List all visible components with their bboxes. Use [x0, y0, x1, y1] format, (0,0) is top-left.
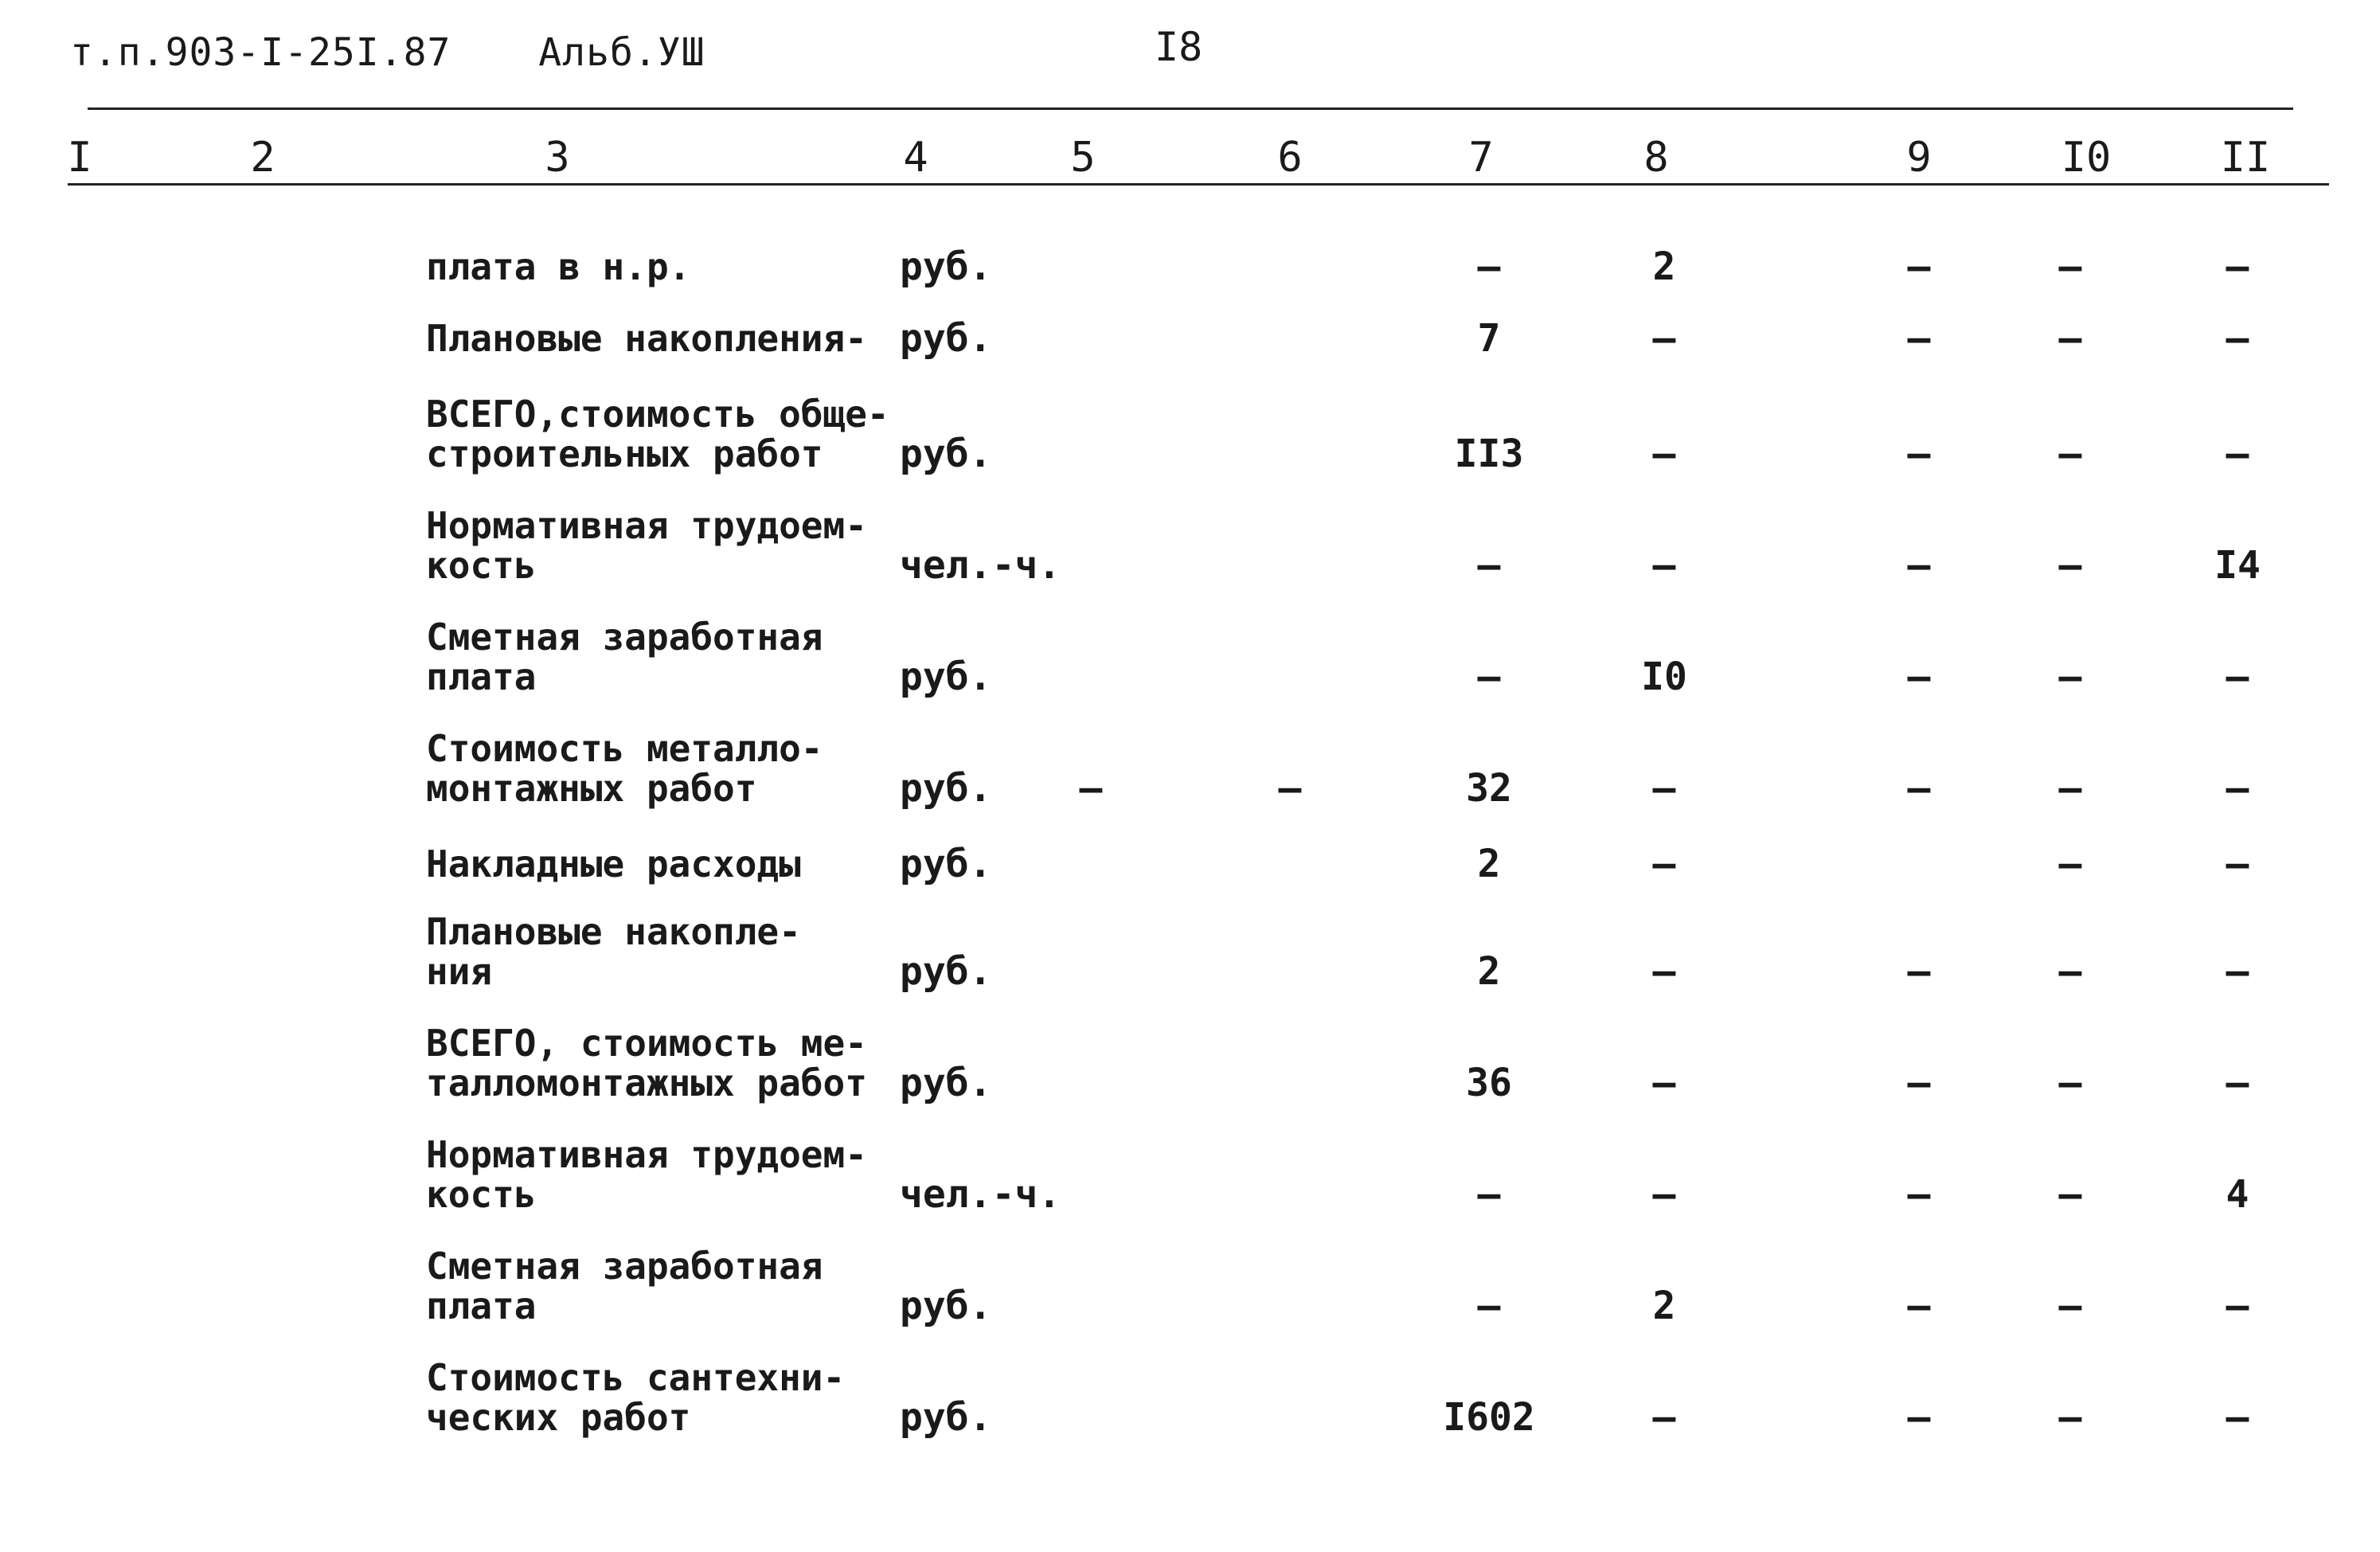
cell-c11: –: [2226, 1061, 2249, 1105]
row-description: [426, 394, 889, 474]
row-description: [426, 319, 867, 358]
cell-c10: –: [2058, 949, 2082, 994]
description-line: талломонтажных работ: [426, 1061, 867, 1104]
description-line: Стоимость металло-: [426, 727, 823, 770]
description-line: плата: [426, 1284, 537, 1327]
column-number-11: II: [2220, 134, 2271, 182]
cell-c9: –: [1907, 316, 1931, 361]
description-line: ВСЕГО, стоимость ме-: [426, 1022, 867, 1065]
cell-c11: 4: [2226, 1172, 2249, 1217]
column-number-9: 9: [1906, 134, 1932, 182]
description-line: Стоимость сантехни-: [426, 1356, 846, 1399]
cell-c8: 2: [1652, 1284, 1676, 1328]
album-label: Альб.УШ: [538, 30, 705, 75]
cell-c9: –: [1907, 1395, 1931, 1440]
row-unit: руб.: [900, 316, 992, 361]
column-number-2: 2: [250, 134, 276, 182]
cell-c9: –: [1907, 432, 1931, 476]
row-description: [426, 729, 823, 808]
description-line: Нормативная трудоем-: [426, 1133, 867, 1176]
description-line: Сметная заработная: [426, 616, 823, 659]
description-line: Плановые накопления-: [426, 317, 867, 360]
cell-c11: –: [2226, 949, 2249, 994]
cell-c8: –: [1652, 766, 1676, 811]
cell-c9: –: [1907, 655, 1931, 699]
row-unit: чел.-ч.: [900, 1172, 1061, 1217]
description-line: кость: [426, 544, 537, 587]
cell-c8: –: [1652, 432, 1676, 476]
cell-c9: –: [1907, 1061, 1931, 1105]
row-unit: руб.: [900, 1284, 992, 1328]
table-header-rule: [68, 183, 2329, 186]
row-unit: руб.: [900, 949, 992, 994]
row-description: [426, 1023, 867, 1103]
description-line: Накладные расходы: [426, 842, 801, 885]
row-description: [426, 1358, 845, 1437]
row-unit: руб.: [900, 1395, 992, 1440]
cell-c8: –: [1652, 842, 1676, 886]
row-unit: руб.: [900, 432, 992, 476]
column-number-5: 5: [1070, 134, 1096, 182]
row-description: [426, 506, 867, 585]
cell-c11: –: [2226, 842, 2249, 886]
cell-c6: –: [1278, 766, 1302, 811]
cell-c7: –: [1477, 1284, 1501, 1328]
cell-c7: 2: [1477, 842, 1501, 886]
row-unit: руб.: [900, 766, 992, 811]
cell-c7: –: [1477, 655, 1501, 699]
cell-c8: –: [1652, 543, 1676, 588]
column-number-6: 6: [1277, 134, 1303, 182]
cell-c7: II3: [1454, 432, 1524, 476]
cell-c7: 7: [1477, 316, 1501, 361]
description-line: Сметная заработная: [426, 1245, 823, 1288]
column-number-10: I0: [2061, 134, 2112, 182]
description-line: ния: [426, 950, 493, 993]
table-top-rule: [88, 108, 2293, 110]
row-description: [426, 1135, 867, 1214]
row-description: [426, 1246, 823, 1326]
cell-c8: –: [1652, 1172, 1676, 1217]
cell-c10: –: [2058, 316, 2082, 361]
description-line: плата в н.р.: [426, 245, 691, 288]
cell-c10: –: [2058, 842, 2082, 886]
cell-c8: 2: [1652, 244, 1676, 289]
column-number-1: I: [67, 134, 92, 182]
cell-c11: –: [2226, 1284, 2249, 1328]
cell-c11: –: [2226, 766, 2249, 811]
row-description: [426, 844, 801, 884]
row-description: [426, 912, 801, 991]
description-line: кость: [426, 1173, 537, 1216]
document-header: [70, 30, 769, 75]
description-line: Плановые накопле-: [426, 910, 801, 953]
cell-c11: –: [2226, 432, 2249, 476]
cell-c10: –: [2058, 655, 2082, 699]
description-line: монтажных работ: [426, 767, 757, 810]
cell-c8: –: [1652, 1395, 1676, 1440]
description-line: плата: [426, 655, 537, 698]
row-unit: руб.: [900, 655, 992, 699]
cell-c7: –: [1477, 1172, 1501, 1217]
cell-c8: –: [1652, 949, 1676, 994]
cell-c7: 36: [1466, 1061, 1512, 1105]
description-line: ВСЕГО,стоимость обще-: [426, 393, 889, 436]
cell-c5: –: [1079, 766, 1103, 811]
row-unit: руб.: [900, 1061, 992, 1105]
cell-c11: –: [2226, 316, 2249, 361]
cell-c7: –: [1477, 543, 1501, 588]
description-line: строительных работ: [426, 432, 823, 475]
column-number-8: 8: [1643, 134, 1669, 182]
cell-c10: –: [2058, 1172, 2082, 1217]
cell-c7: –: [1477, 244, 1501, 289]
row-description: [426, 247, 690, 287]
cell-c10: –: [2058, 432, 2082, 476]
cell-c9: –: [1907, 766, 1931, 811]
column-number-7: 7: [1468, 134, 1494, 182]
cell-c10: –: [2058, 1061, 2082, 1105]
page-number: I8: [1155, 24, 1203, 70]
description-line: Нормативная трудоем-: [426, 504, 867, 547]
cell-c8: –: [1652, 1061, 1676, 1105]
cell-c10: –: [2058, 766, 2082, 811]
cell-c10: –: [2058, 1284, 2082, 1328]
cell-c11: –: [2226, 1395, 2249, 1440]
cell-c7: I602: [1443, 1395, 1535, 1440]
cell-c11: –: [2226, 244, 2249, 289]
description-line: ческих работ: [426, 1396, 691, 1439]
cell-c9: –: [1907, 1172, 1931, 1217]
row-description: [426, 617, 823, 697]
cell-c9: –: [1907, 1284, 1931, 1328]
cell-c7: 2: [1477, 949, 1501, 994]
column-number-4: 4: [903, 134, 928, 182]
cell-c9: –: [1907, 244, 1931, 289]
cell-c8: –: [1652, 316, 1676, 361]
cell-c8: I0: [1641, 655, 1687, 699]
row-unit: руб.: [900, 842, 992, 886]
cell-c10: –: [2058, 1395, 2082, 1440]
cell-c9: –: [1907, 543, 1931, 588]
cell-c11: I4: [2214, 543, 2261, 588]
cell-c9: –: [1907, 949, 1931, 994]
column-number-3: 3: [545, 134, 570, 182]
cell-c7: 32: [1466, 766, 1512, 811]
row-unit: чел.-ч.: [900, 543, 1061, 588]
cell-c10: –: [2058, 244, 2082, 289]
row-unit: руб.: [900, 244, 992, 289]
document-code: т.п.903-I-25I.87: [70, 30, 451, 75]
cell-c11: –: [2226, 655, 2249, 699]
cell-c10: –: [2058, 543, 2082, 588]
